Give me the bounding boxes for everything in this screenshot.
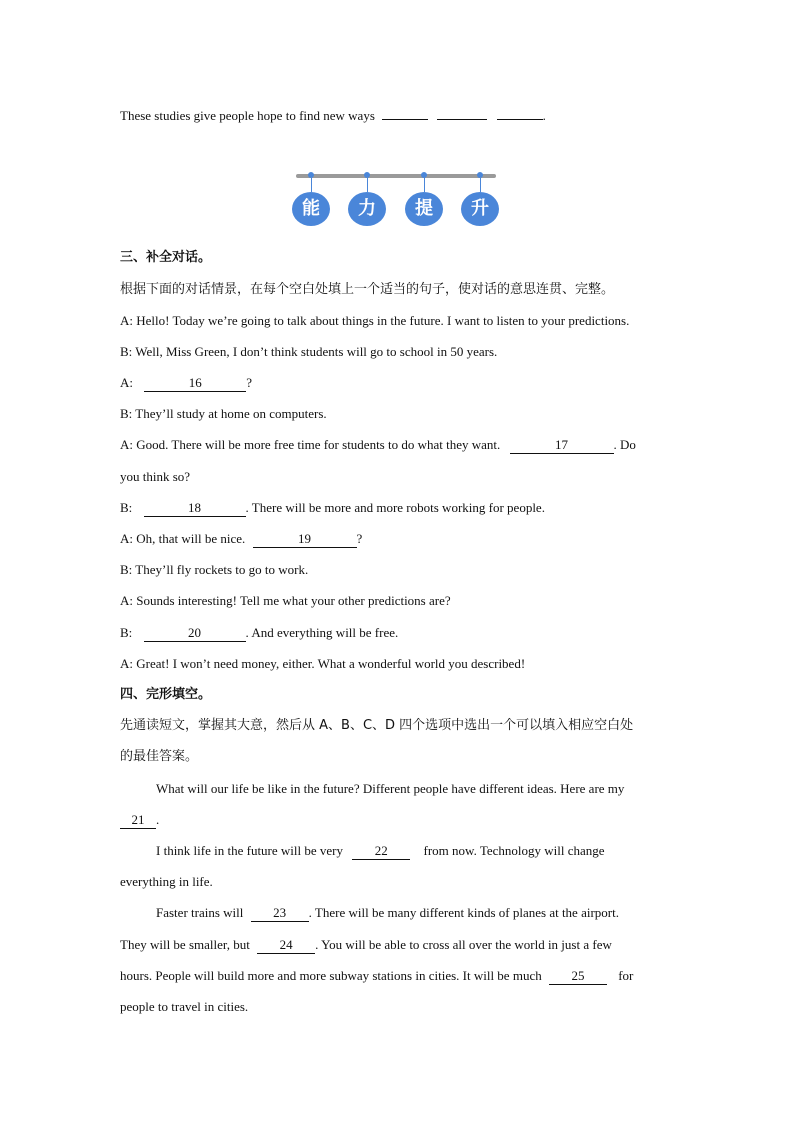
blank-24: 24 [257, 937, 315, 954]
passage-p3: Faster trains will 23 . There will be many different kinds of planes at the airport. [156, 905, 619, 920]
banner-char-1: 能 [292, 192, 330, 226]
blank-22: 22 [352, 843, 410, 860]
passage-p6: people to travel in cities. [120, 999, 249, 1014]
blank-23: 23 [251, 905, 309, 922]
blank-18: 18 [144, 500, 246, 517]
dialogue-line-8: B: They’ll fly rockets to go to work. [120, 562, 309, 577]
blank-25: 25 [549, 968, 607, 985]
banner-char-3: 提 [405, 192, 443, 226]
section3-instruction: 根据下面的对话情景，在每个空白处填上一个适当的句子，使对话的意思连贯、完整。 [120, 282, 615, 297]
intro-blank-3 [497, 103, 543, 120]
banner-char-4: 升 [461, 192, 499, 226]
dialogue-line-6: B: 18 . There will be more and more robots working for people. [120, 500, 545, 515]
dialogue-line-1: A: Hello! Today we’re going to talk about things in the future. I want to listen to your predictions. [120, 313, 630, 328]
dialogue-line-9: A: Sounds interesting! Tell me what your other predictions are? [120, 593, 451, 608]
dialogue-line-5b: you think so? [120, 469, 191, 484]
blank-17: 17 [510, 437, 614, 454]
dialogue-line-3: A: 16 ? [120, 375, 253, 390]
dialogue-line-2: B: Well, Miss Green, I don’t think students will go to school in 50 years. [120, 344, 498, 359]
passage-p1: What will our life be like in the future? Different people have different ideas. Here are my [156, 781, 625, 796]
section4-instruction-1: 先通读短文，掌握其大意，然后从 A、B、C、D 四个选项中选出一个可以填入相应空白处 [120, 718, 634, 733]
blank-16: 16 [144, 375, 246, 392]
section4-instruction-2: 的最佳答案。 [120, 749, 199, 764]
dialogue-line-7: A: Oh, that will be nice. 19 ? [120, 531, 363, 546]
intro-blank-1 [382, 103, 428, 120]
banner-bar [296, 174, 496, 178]
blank-20: 20 [144, 625, 246, 642]
blank-19: 19 [253, 531, 357, 548]
passage-p2c: everything in life. [120, 874, 213, 889]
passage-p2: I think life in the future will be very 22 from now. Technology will change [156, 843, 605, 858]
banner-char-2: 力 [348, 192, 386, 226]
intro-line: These studies give people hope to find new ways . [120, 103, 680, 126]
passage-p1b: 21 . [120, 810, 680, 830]
dialogue-line-10: B: 20 . And everything will be free. [120, 625, 399, 640]
passage-p5: hours. People will build more and more subway stations in cities. It will be much 25 for [120, 968, 634, 983]
ability-improvement-banner [292, 168, 502, 234]
blank-21: 21 [120, 812, 156, 829]
intro-blank-2 [437, 103, 487, 120]
dialogue-line-11: A: Great! I won’t need money, either. What a wonderful world you described! [120, 656, 526, 671]
dialogue-line-5: A: Good. There will be more free time for students to do what they want. 17 . Do [120, 437, 636, 452]
passage-p4: They will be smaller, but 24 . You will be able to cross all over the world in just a few [120, 937, 612, 952]
intro-text: These studies give people hope to find new ways [120, 108, 375, 123]
section3-title: 三、补全对话。 [120, 250, 212, 265]
section4-title: 四、完形填空。 [120, 687, 212, 702]
dialogue-line-4: B: They’ll study at home on computers. [120, 406, 327, 421]
